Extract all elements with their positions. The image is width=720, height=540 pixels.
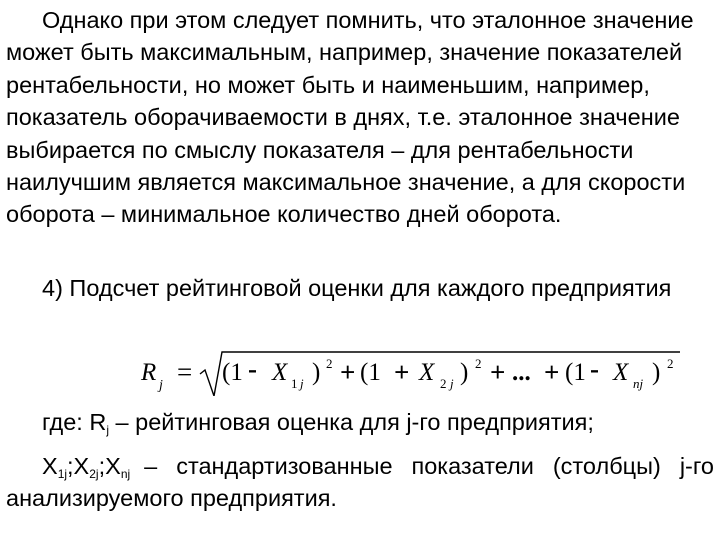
formula-square3: 2 bbox=[667, 356, 674, 371]
formula-ellipsis: ... bbox=[512, 359, 531, 386]
formula-x1: X bbox=[272, 359, 288, 386]
formula-x1-sub-letter: j bbox=[300, 376, 304, 391]
paragraph-rating-step bbox=[6, 272, 714, 304]
formula-close1: ) bbox=[312, 359, 321, 386]
formula-minus3: - bbox=[590, 354, 599, 384]
formula-equals: = bbox=[177, 357, 193, 387]
formula-x2-sub-letter: j bbox=[450, 376, 454, 391]
formula-square2: 2 bbox=[475, 356, 482, 371]
paragraph-reference-value-text: Однако при этом следует помнить, что эталонное значение может быть максимальным, например, значение показателей рентабельности, но может быть и наименьшим, например, показатель оборачиваемости в днях, т.е. эталонное значение выбирается по смыслу показателя – для рентабельности наилучшим является максимальное значение, а для скорости оборота – минимальное количество дней оборота. bbox=[6, 7, 694, 228]
rating-formula bbox=[0, 340, 720, 396]
formula-x3-sub: nj bbox=[633, 376, 644, 391]
rj-subscript: j bbox=[106, 423, 109, 437]
formula-square1: 2 bbox=[326, 356, 333, 371]
formula-x3: X bbox=[613, 359, 629, 386]
formula-x2-sub-num: 2 bbox=[440, 376, 447, 391]
formula-term2-open: (1 bbox=[360, 359, 381, 386]
x1-subscript: 1j bbox=[57, 467, 68, 481]
x2-subscript: 2j bbox=[89, 467, 99, 481]
x2-separator: ;X bbox=[67, 453, 90, 479]
paragraph-x-definition bbox=[6, 450, 714, 515]
paragraph-rating-step-text: 4) Подсчет рейтинговой оценки для каждого предприятия bbox=[42, 275, 672, 301]
formula-plus2: + bbox=[490, 357, 506, 387]
formula-plus-inner: + bbox=[394, 357, 410, 387]
formula-close3: ) bbox=[652, 359, 661, 386]
formula-x2: X bbox=[419, 359, 435, 386]
formula-plus3: + bbox=[544, 357, 560, 387]
x1-letter: X bbox=[42, 453, 58, 479]
formula-close2: ) bbox=[460, 359, 469, 386]
formula-term1-open: (1 bbox=[222, 359, 243, 386]
formula-minus1: - bbox=[248, 354, 257, 384]
xn-separator: ;X bbox=[98, 453, 121, 479]
formula-plus1: + bbox=[340, 357, 356, 387]
xn-subscript: nj bbox=[120, 467, 131, 481]
formula-lhs-sub: j bbox=[159, 378, 163, 393]
x-definition-text: – стандартизованные показатели (столбцы) j-го анализируемого предприятия. bbox=[6, 453, 714, 512]
rj-prefix: где: R bbox=[42, 409, 107, 435]
paragraph-reference-value bbox=[6, 4, 714, 231]
formula-x1-sub-num: 1 bbox=[291, 376, 298, 391]
formula-lhs: R bbox=[141, 359, 157, 386]
rj-suffix: – рейтинговая оценка для j-го предприятия; bbox=[109, 409, 594, 435]
formula-term3-open: (1 bbox=[565, 359, 586, 386]
paragraph-rj-definition bbox=[6, 406, 714, 438]
